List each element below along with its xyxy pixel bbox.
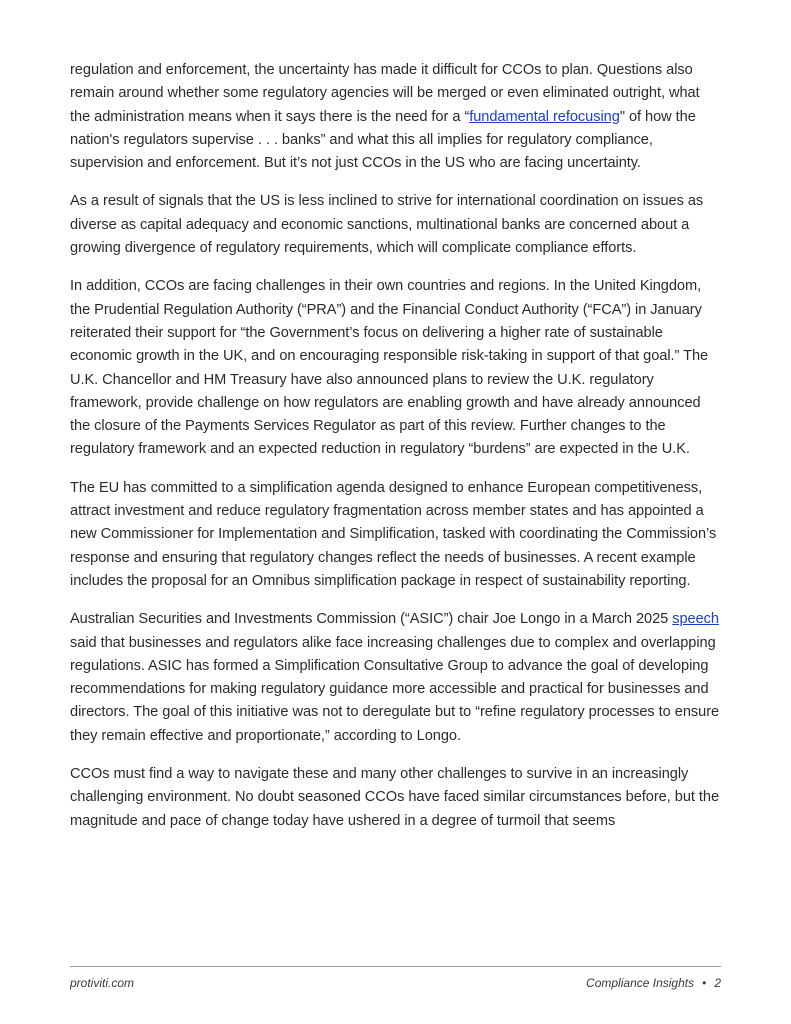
paragraph-5-text-start: Australian Securities and Investments Commission (“ASIC”) chair Joe Longo in a March 2025 (70, 611, 673, 628)
footer-right (586, 976, 721, 990)
paragraph-4: The EU has committed to a simplification agenda designed to enhance European competitiveness, attract investment and reduce regulatory fragmentation across member states and has appointed a new Commissioner for Implementation and Simplification, tasked with coordinating the Commission’s response and ensuring that regulatory changes reflect the needs of businesses. A recent example includes the proposal for an Omnibus simplification package in respect of sustainability reporting. (70, 479, 717, 589)
paragraph-6: CCOs must find a way to navigate these and many other challenges to survive in an increasingly challenging environment. No doubt seasoned CCOs have faced similar circumstances before, but the magnitude and pace of change today have ushered in a degree of turmoil that seems (70, 766, 720, 829)
footer-page-number: 2 (714, 976, 721, 990)
footer-site: protiviti.com (70, 976, 135, 990)
document-body (70, 59, 722, 848)
paragraph-1-text-end: " of how the nation's regulators supervise . . . banks” and what this all implies for regulatory compliance, supervision and enforcement. But it’s not just CCOs in the US who are facing uncertainty. (70, 108, 696, 172)
page-footer (70, 976, 721, 990)
speech-link[interactable]: speech (672, 611, 719, 628)
footer-separator: • (702, 976, 707, 990)
fundamental-refocusing-link[interactable]: fundamental refocusing (469, 108, 620, 125)
paragraph-5-text-end: said that businesses and regulators alike face increasing challenges due to complex and overlapping regulations. ASIC has formed a Simplification Consultative Group to advance the goal of developing recommendations for making regulatory guidance more accessible and practical for businesses and directors. The goal of this initiative was not to deregulate but to “refine regulatory processes to ensure they remain effective and proportionate,” according to Longo. (70, 634, 720, 744)
paragraph-1-text-start: regulation and enforcement, the uncertainty has made it difficult for CCOs to plan. Questions also remain around whether some regulatory agencies will be merged or even eliminated outright, what the administration means when it says there is the need for a “ (70, 62, 700, 125)
paragraph-3: In addition, CCOs are facing challenges in their own countries and regions. In the United Kingdom, the Prudential Regulation Authority (“PRA”) and the Financial Conduct Authority (“FCA”) in January reiterated their support for “the Government’s focus on delivering a higher rate of sustainable economic growth in the UK, and on encouraging responsible risk-taking in support of that goal.” The U.K. Chancellor and HM Treasury have also announced plans to review the U.K. regulatory framework, provide challenge on how regulators are enabling growth and have already announced the closure of the Payments Services Regulator as part of this review. Further changes to the regulatory framework and an expected reduction in regulatory “burdens” are expected in the U.K. (70, 278, 709, 458)
footer-publication: Compliance Insights (586, 976, 695, 990)
footer-divider (70, 966, 721, 967)
paragraph-1 (70, 59, 722, 175)
paragraph-2: As a result of signals that the US is less inclined to strive for international coordination on issues as diverse as capital adequacy and economic sanctions, multinational banks are concerned about a growing divergence of regulatory requirements, which will complicate compliance efforts. (70, 193, 704, 257)
paragraph-5 (70, 608, 722, 748)
